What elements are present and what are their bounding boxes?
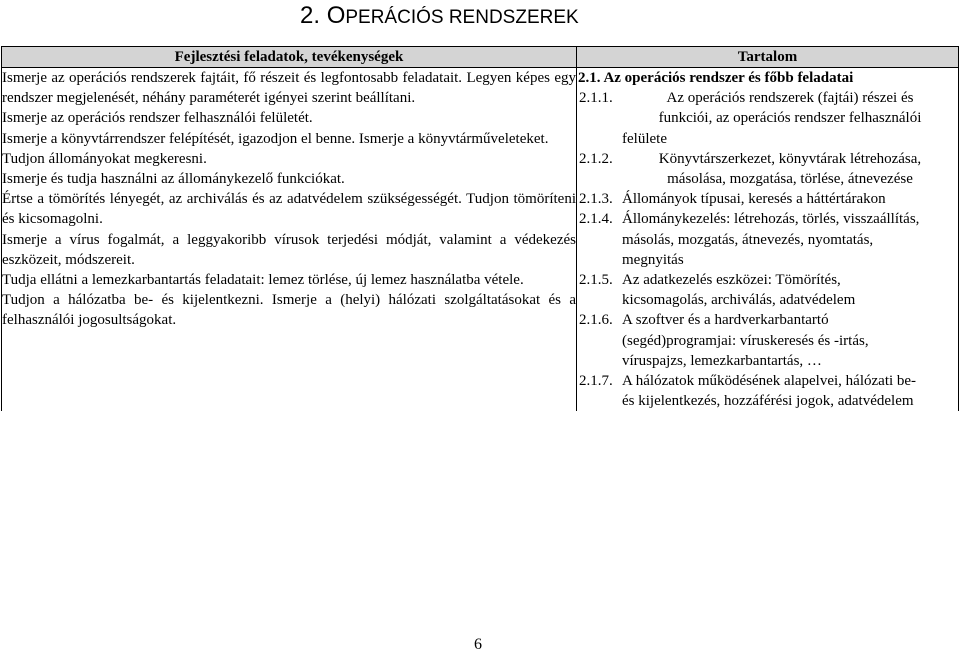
task-paragraph: Ismerje a könyvtárrendszer felépítését, igazodjon el benne. Ismerje a könyvtárműveleteket. [2,130,549,147]
contents-item-text [622,310,958,371]
chapter-title-small-caps: PERÁCIÓS RENDSZEREK [345,7,579,28]
contents-item-number: 2.1.5. [579,272,613,289]
contents-item-text [622,88,958,149]
chapter-title-text [300,2,579,32]
task-paragraph: Tudjon állományokat megkeresni. [2,150,207,167]
contents-item-line: és kijelentkezés, hozzáférési jogok, adatvédelem [622,393,914,410]
contents-item [577,310,958,371]
contents-item-number: 2.1.6. [579,312,613,329]
contents-item-number: 2.1.1. [579,90,613,107]
contents-item [577,209,958,270]
contents-item [577,149,958,189]
contents-item-line: (segéd)programjai: víruskeresés és -irtás, [622,332,869,349]
contents-item-line: A szoftver és a hardverkarbantartó [622,312,829,329]
contents-item [577,371,958,411]
task-paragraph: Tudjon a hálózatba be- és kijelentkezni. Ismerje a (helyi) hálózati szolgáltatásokat és a felhasználói jogosultságokat. [2,292,576,329]
contents-item-number: 2.1.4. [579,211,613,228]
contents-item-line: Állománykezelés: létrehozás, törlés, visszaállítás, [622,211,920,228]
contents-item-number: 2.1.2. [579,150,613,167]
chapter-title [0,2,960,32]
contents-main-heading [577,68,958,88]
contents-item-line: felülete [622,130,667,147]
contents-item [577,189,958,209]
table-header-row [2,47,959,68]
table-body-row [2,68,959,412]
contents-item-line: víruspajzs, lemezkarbantartás, … [622,352,822,369]
contents-cell [577,68,959,412]
chapter-title-capital: O [326,2,346,29]
contents-item-line: Az operációs rendszerek (fajtái) részei és [666,90,914,107]
header-contents: Tartalom [577,47,959,68]
contents-main-title: Az operációs rendszer és főbb feladatai [603,70,854,86]
header-tasks: Fejlesztési feladatok, tevékenységek [2,47,577,68]
contents-item-text [622,270,958,310]
task-paragraph: Ismerje és tudja használni az állománykezelő funkciókat. [2,171,345,188]
contents-item-line: másolás, mozgatás, átnevezés, nyomtatás, [622,231,874,248]
contents-item-number: 2.1.7. [579,373,613,390]
curriculum-table [1,46,959,411]
contents-item [577,88,958,149]
contents-item [577,270,958,310]
chapter-number: 2. [300,2,327,29]
contents-item-text [622,189,958,209]
contents-item-text [622,371,958,411]
contents-item-line: funkciói, az operációs rendszer felhasználói [658,110,922,127]
contents-item-line: Állományok típusai, keresés a háttértárakon [622,191,886,208]
contents-item-line: másolása, mozgatása, törlése, átnevezése [667,171,913,188]
contents-item-text [622,209,958,270]
contents-item-line: Könyvtárszerkezet, könyvtárak létrehozása, [658,150,922,167]
contents-item-line: Az adatkezelés eszközei: Tömörítés, [622,272,841,289]
contents-item-line: A hálózatok működésének alapelvei, hálózati be- [622,373,917,390]
task-paragraph: Ismerje az operációs rendszerek fajtáit, fő részeit és legfontosabb feladatait. Legyen képes egy rendszer megjelenését, néhány paraméterét igényei szerint beállítani. [2,70,576,107]
contents-item-number: 2.1.3. [579,191,613,208]
task-paragraph: Ismerje a vírus fogalmát, a leggyakoribb vírusok terjedési módját, valamint a védekezés eszközeit, módszereit. [2,231,576,268]
tasks-cell [2,68,577,412]
contents-item-line: megnyitás [622,251,684,268]
page-number: 6 [474,636,482,653]
task-paragraph: Ismerje az operációs rendszer felhasználói felületét. [2,110,313,127]
contents-item-text [622,149,958,189]
task-paragraph: Tudja ellátni a lemezkarbantartás feladatait: lemez törlése, új lemez használatba vétele. [2,272,524,289]
task-paragraph: Értse a tömörítés lényegét, az archiválás és az adatvédelem szükségességét. Tudjon tömöríteni és kicsomagolni. [2,191,576,228]
contents-item-line: kicsomagolás, archiválás, adatvédelem [622,292,856,309]
contents-main-number: 2.1. [578,70,601,86]
